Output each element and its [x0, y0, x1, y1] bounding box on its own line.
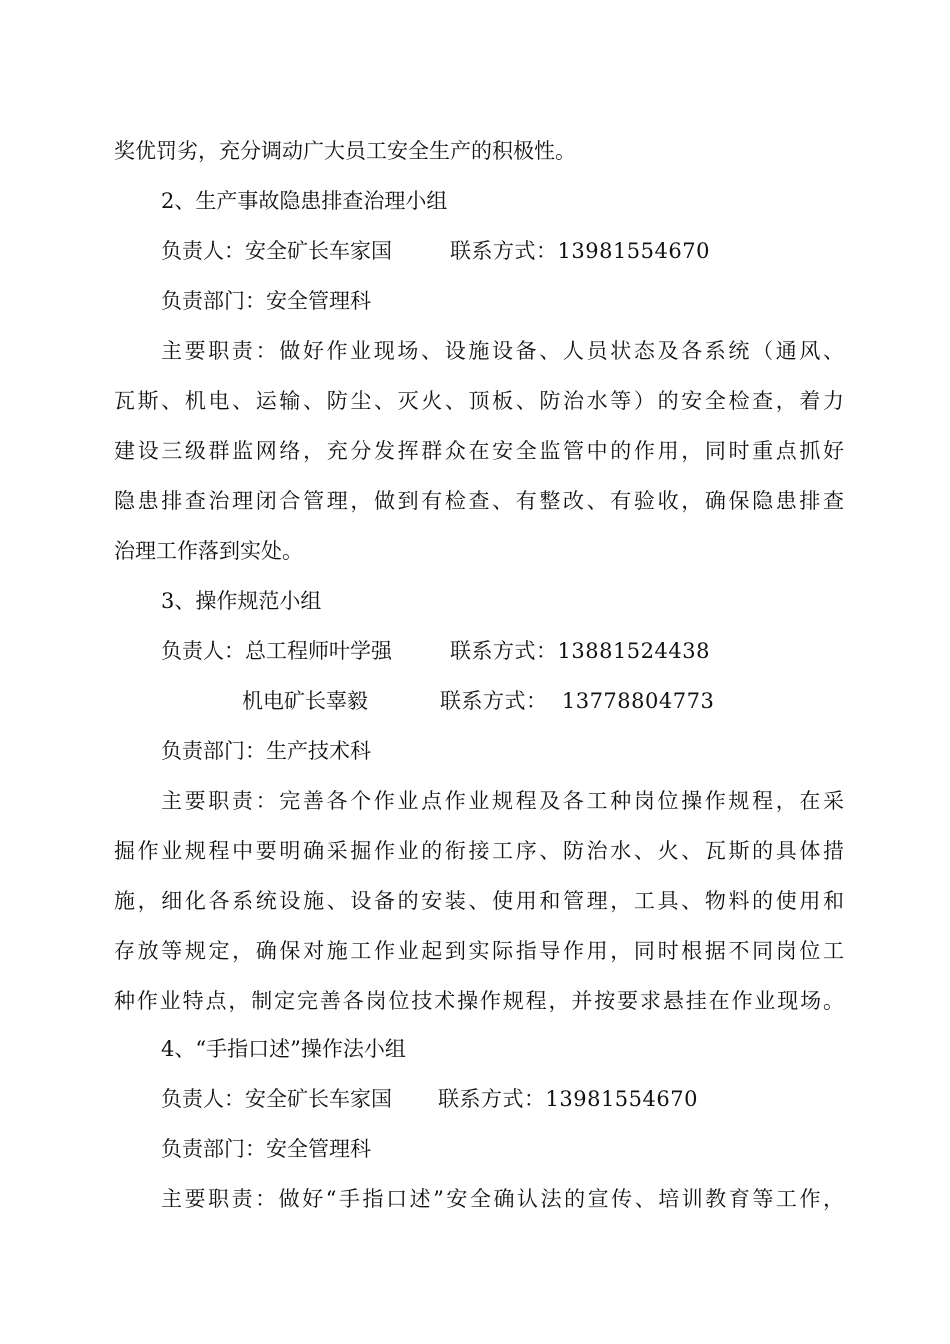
section-heading: 4、“手指口述”操作法小组 — [161, 1037, 406, 1061]
paragraph-line: 主要职责：完善各个作业点作业规程及各工种岗位操作规程，在采 — [161, 789, 844, 813]
responsible-department: 负责部门：生产技术科 — [161, 739, 371, 763]
contact-info: 联系方式：13981554670 — [438, 1087, 698, 1111]
paragraph-line: 主要职责：做好作业现场、设施设备、人员状态及各系统（通风、 — [161, 339, 844, 363]
paragraph-line: 隐患排查治理闭合管理，做到有检查、有整改、有验收，确保隐患排查 — [114, 489, 844, 513]
section-heading: 2、生产事故隐患排查治理小组 — [161, 189, 448, 213]
paragraph-line: 建设三级群监网络，充分发挥群众在安全监管中的作用，同时重点抓好 — [114, 439, 844, 463]
responsible-person: 机电矿长辜毅 — [242, 689, 368, 713]
paragraph-line: 奖优罚劣，充分调动广大员工安全生产的积极性。 — [114, 139, 576, 163]
paragraph-line: 主要职责：做好“手指口述”安全确认法的宣传、培训教育等工作， — [161, 1187, 844, 1211]
responsible-person: 负责人：安全矿长车家国 — [161, 1087, 392, 1111]
contact-info: 联系方式：13981554670 — [450, 239, 710, 263]
responsible-department: 负责部门：安全管理科 — [161, 1137, 371, 1161]
contact-info: 联系方式：13881524438 — [450, 639, 710, 663]
responsible-person: 负责人：总工程师叶学强 — [161, 639, 392, 663]
paragraph-line: 存放等规定，确保对施工作业起到实际指导作用，同时根据不同岗位工 — [114, 939, 844, 963]
paragraph-line: 瓦斯、机电、运输、防尘、灭火、顶板、防治水等）的安全检查，着力 — [114, 389, 844, 413]
paragraph-line: 种作业特点，制定完善各岗位技术操作规程，并按要求悬挂在作业现场。 — [114, 989, 844, 1013]
section-heading: 3、操作规范小组 — [161, 589, 322, 613]
paragraph-line: 施，细化各系统设施、设备的安装、使用和管理，工具、物料的使用和 — [114, 889, 844, 913]
paragraph-line: 治理工作落到实处。 — [114, 539, 303, 563]
responsible-department: 负责部门：安全管理科 — [161, 289, 371, 313]
responsible-person: 负责人：安全矿长车家国 — [161, 239, 392, 263]
contact-info: 联系方式： 13778804773 — [440, 689, 715, 713]
paragraph-line: 掘作业规程中要明确采掘作业的衔接工序、防治水、火、瓦斯的具体措 — [114, 839, 844, 863]
